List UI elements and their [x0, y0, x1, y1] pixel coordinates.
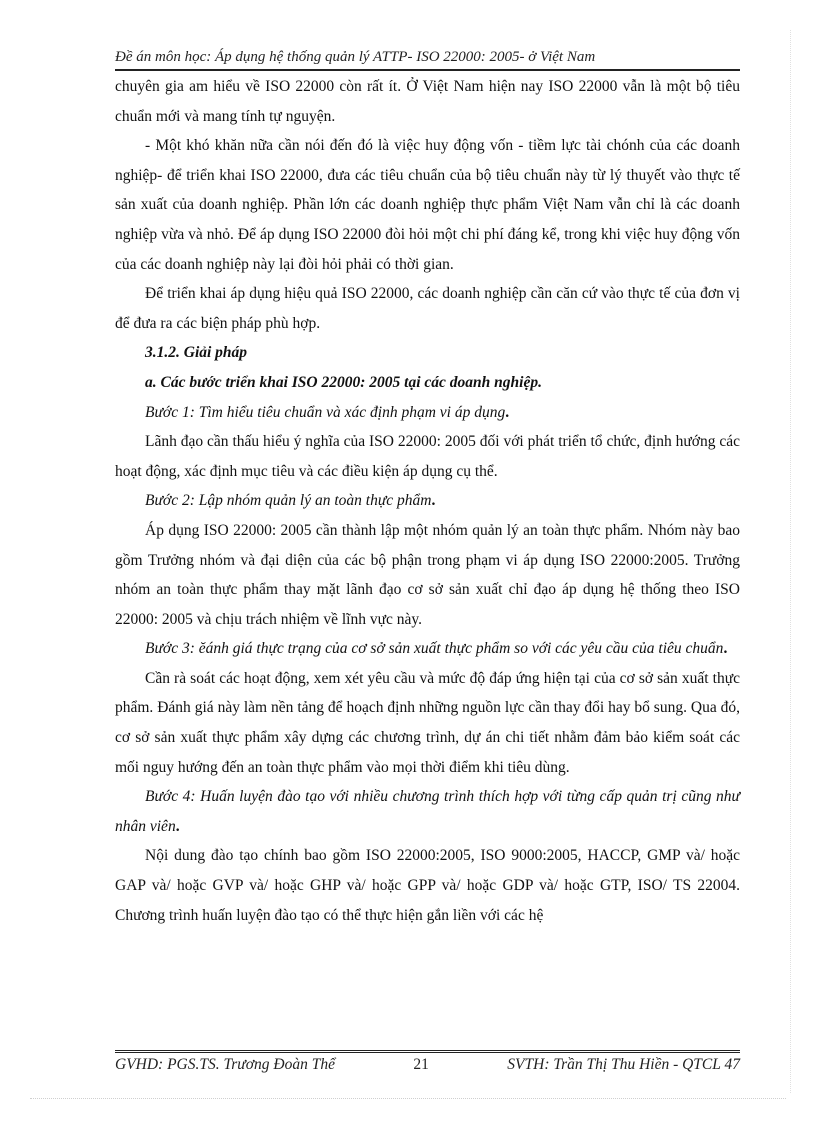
paragraph-3: Để triển khai áp dụng hiệu quả ISO 22000, các doanh nghiệp cần căn cứ vào thực tế của đơn vị để đưa ra các biện pháp phù hợp.	[115, 285, 740, 332]
step-3-text: Bước 3: ĕánh giá thực trạng của cơ sở sản xuất thực phẩm so với các yêu cầu của tiêu chuẩn	[145, 640, 724, 658]
footer-student: SVTH: Trần Thị Thu Hiền - QTCL 47	[507, 1056, 740, 1073]
page-footer	[115, 1056, 740, 1074]
step-4-period: .	[175, 817, 180, 835]
paragraph-1: chuyên gia am hiểu về ISO 22000 còn rất ít. Ở Việt Nam hiện nay ISO 22000 vẫn là một bộ tiêu chuẩn mới và mang tính tự nguyện.	[115, 78, 740, 125]
paragraph-4: Lãnh đạo cần thấu hiểu ý nghĩa của ISO 22000: 2005 đối với phát triển tổ chức, định hướng các hoạt động, xác định mục tiêu và các điều kiện áp dụng cụ thể.	[115, 433, 740, 480]
step-4-text: Bước 4: Huấn luyện đào tạo với nhiều chương trình thích hợp với từng cấp quản trị cũng như nhân viên	[115, 788, 740, 835]
page-body	[115, 72, 740, 930]
step-4-title	[115, 782, 740, 841]
paragraph-6: Cần rà soát các hoạt động, xem xét yêu cầu và mức độ đáp ứng hiện tại của cơ sở sản xuất thực phẩm. Đánh giá này làm nền tảng để hoạch định những nguồn lực cần thay đổi hay bổ sung. Qua đó, cơ sở sản xuất thực phẩm xây dựng các chương trình, dự án chi tiết nhằm đảm bảo kiểm soát các mối nguy hướng đến an toàn thực phẩm vào mọi thời điểm khi tiêu dùng.	[115, 669, 740, 776]
subsection-heading: a. Các bước triển khai ISO 22000: 2005 tại các doanh nghiệp.	[145, 373, 542, 391]
step-1-title	[115, 398, 740, 428]
paragraph-7: Nội dung đào tạo chính bao gồm ISO 22000:2005, ISO 9000:2005, HACCP, GMP và/ hoặc GAP và/ hoặc GVP và/ hoặc GHP và/ hoặc GPP và/ hoặc GDP và/ hoặc GTP, ISO/ TS 22004. Chương trình huấn luyện đào tạo có thể thực hiện gắn liền với các hệ	[115, 847, 740, 924]
step-2-period: .	[431, 492, 436, 510]
page-border-right	[790, 30, 791, 1093]
paragraph-2: - Một khó khăn nữa cần nói đến đó là việc huy động vốn - tiềm lực tài chónh của các doanh nghiệp- để triển khai ISO 22000, đưa các tiêu chuẩn của bộ tiêu chuẩn này từ lý thuyết vào thực tế sản xuất của doanh nghiệp. Phần lớn các doanh nghiệp thực phẩm Việt Nam vẫn chỉ là các doanh nghiệp vừa và nhỏ. Để áp dụng ISO 22000 đòi hỏi một chi phí đáng kể, trong khi việc huy động vốn của các doanh nghiệp này lại đòi hỏi phải có thời gian.	[115, 137, 740, 273]
page-header: Đề án môn học: Áp dụng hệ thống quản lý ATTP- ISO 22000: 2005- ở Việt Nam	[115, 49, 740, 71]
step-3-title	[115, 634, 740, 664]
step-2-text: Bước 2: Lập nhóm quản lý an toàn thực phẩm	[145, 492, 432, 510]
paragraph-5: Áp dụng ISO 22000: 2005 cần thành lập một nhóm quản lý an toàn thực phẩm. Nhóm này bao gồm Trưởng nhóm và đại diện của các bộ phận trong phạm vi áp dụng ISO 22000:2005. Trưởng nhóm an toàn thực phẩm thay mặt lãnh đạo cơ sở sản xuất chỉ đạo áp dụng hệ thống theo ISO 22000: 2005 và chịu trách nhiệm về lĩnh vực này.	[115, 521, 740, 628]
step-1-period: .	[505, 403, 510, 421]
step-3-period: .	[723, 640, 728, 658]
step-1-text: Bước 1: Tìm hiểu tiêu chuẩn và xác định phạm vi áp dụng	[145, 403, 506, 421]
page-border-bottom	[30, 1098, 786, 1099]
page-number: 21	[413, 1056, 429, 1073]
footer-divider	[115, 1050, 740, 1053]
step-2-title	[115, 486, 740, 516]
section-heading: 3.1.2. Giải pháp	[145, 344, 248, 362]
footer-advisor: GVHD: PGS.TS. Trương Đoàn Thể	[115, 1056, 335, 1073]
